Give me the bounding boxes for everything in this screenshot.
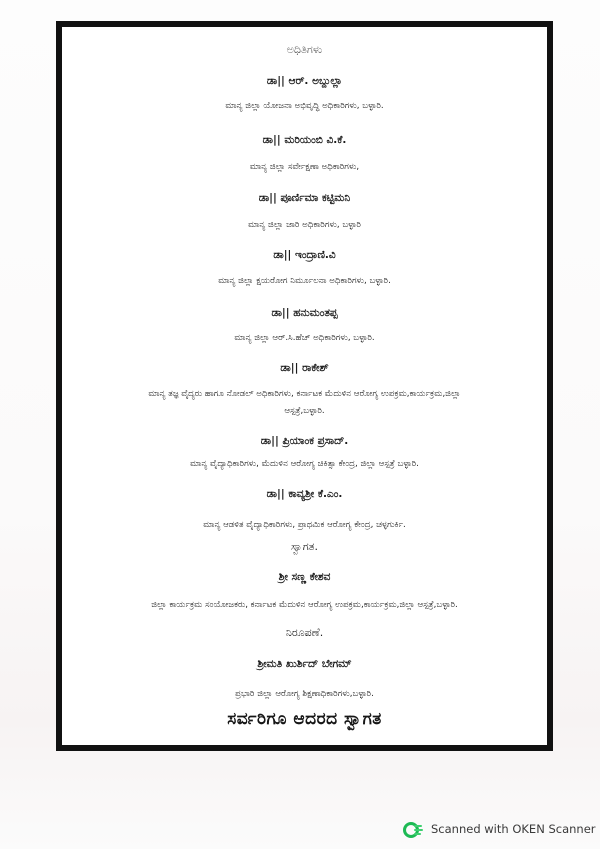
- guest-designation: ಮಾನ್ಯ ಜಿಲ್ಲಾ ಯೋಜನಾ ಅಭಿವೃದ್ಧಿ ಅಧಿಕಾರಿಗಳು, ಬಳ್ಳಾರಿ.: [225, 101, 384, 111]
- guest-designation: ಮಾನ್ಯ ಜಿಲ್ಲಾ ಸರ್ವೇಕ್ಷಣಾ ಅಧಿಕಾರಿಗಳು,: [249, 162, 360, 172]
- closing-welcome-text: ಸರ್ವರಿಗೂ ಆದರದ ಸ್ವಾಗತ: [227, 709, 382, 729]
- guest-name: ಡಾ|| ಮರಿಯಂಬಿ ವಿ.ಕೆ.: [262, 134, 347, 146]
- guest-designation-continued: ಆಸ್ಪತ್ರೆ,ಬಳ್ಳಾರಿ.: [284, 406, 325, 416]
- guest-designation: ಮಾನ್ಯ ವೈದ್ಯಾಧಿಕಾರಿಗಳು, ಮೆದುಳಿನ ಆರೋಗ್ಯ ಚಿಕಿತ್ಸಾ ಕೇಂದ್ರ, ಜಿಲ್ಲಾ ಆಸ್ಪತ್ರೆ ಬಳ್ಳಾರಿ.: [190, 459, 419, 469]
- guest-designation: ಮಾನ್ಯ ತಜ್ಞ ವೈದ್ಯರು ಹಾಗೂ ನೋಡಲ್ ಅಧಿಕಾರಿಗಳು, ಕರ್ನಾಟಕ ಮೆದುಳಿನ ಆರೋಗ್ಯ ಉಪಕ್ರಮ,ಕಾರ್ಯಕ್ರಮ,ಜಿಲ್ಲಾ: [148, 389, 461, 399]
- guest-designation: ಮಾನ್ಯ ಜಿಲ್ಲಾ ಆರ್.ಸಿ.ಹೆಚ್ ಅಧಿಕಾರಿಗಳು, ಬಳ್ಳಾರಿ.: [234, 333, 375, 343]
- guest-name: ಡಾ|| ಪ್ರಿಯಾಂಕ ಪ್ರಸಾದ್.: [260, 435, 349, 447]
- guest-designation: ಮಾನ್ಯ ಆಡಳಿತ ವೈದ್ಯಾಧಿಕಾರಿಗಳು, ಪ್ರಾಥಮಿಕ ಆರೋಗ್ಯ ಕೇಂದ್ರ, ಚಳ್ಳಗುರ್ಕಿ.: [203, 520, 406, 530]
- welcome-speaker-designation: ಜಿಲ್ಲಾ ಕಾರ್ಯಕ್ರಮ ಸಂಯೋಜಕರು, ಕರ್ನಾಟಕ ಮೆದುಳಿನ ಆರೋಗ್ಯ ಉಪಕ್ರಮ,ಕಾರ್ಯಕ್ರಮ,ಜಿಲ್ಲಾ ಆಸ್ಪತ್ರೆ,ಬಳ್ಳಾರಿ.: [151, 600, 458, 610]
- guest-name: ಡಾ|| ಪೂರ್ಣಿಮಾ ಕಟ್ಟಿಮನಿ: [258, 192, 351, 204]
- oken-scanner-logo-icon: [403, 821, 423, 837]
- compere-designation: ಪ್ರಭಾರಿ ಜಿಲ್ಲಾ ಆರೋಗ್ಯ ಶಿಕ್ಷಣಾಧಿಕಾರಿಗಳು,ಬಳ್ಳಾರಿ.: [235, 689, 374, 699]
- guest-name: ಡಾ|| ಆರ್. ಅಬ್ದುಲ್ಲಾ: [266, 75, 343, 87]
- guest-name: ಡಾ|| ರಾಕೇಶ್: [280, 362, 329, 374]
- guest-designation: ಮಾನ್ಯ ಜಿಲ್ಲಾ ಜಾರಿ ಅಧಿಕಾರಿಗಳು, ಬಳ್ಳಾರಿ: [248, 220, 361, 230]
- guest-designation: ಮಾನ್ಯ ಜಿಲ್ಲಾ ಕ್ಷಯರೋಗ ನಿರ್ಮೂಲನಾ ಅಧಿಕಾರಿಗಳು, ಬಳ್ಳಾರಿ.: [218, 276, 391, 286]
- invitation-frame: [56, 21, 553, 751]
- welcome-speaker-name: ಶ್ರೀ ಸಣ್ಣ ಕೇಶವ: [278, 571, 331, 583]
- guest-name: ಡಾ|| ಹನುಮಂತಪ್ಪ: [271, 307, 338, 319]
- welcome-heading: ಸ್ವಾಗತ.: [291, 540, 318, 553]
- watermark-text: Scanned with OKEN Scanner: [431, 822, 596, 836]
- compere-name: ಶ್ರೀಮತಿ ಖುರ್ಶಿದ್ ಬೇಗಮ್: [257, 658, 352, 670]
- invitation-content: [62, 27, 547, 745]
- scanner-watermark: [403, 819, 596, 839]
- guest-name: ಡಾ|| ಇಂದ್ರಾಣಿ.ವಿ: [273, 249, 336, 261]
- guest-name: ಡಾ|| ಕಾವ್ಯಶ್ರೀ ಕೆ.ಎಂ.: [266, 488, 343, 500]
- compere-heading: ನಿರೂಪಣೆ.: [285, 626, 324, 639]
- guests-title: ಅಧಿತಿಗಳು: [286, 43, 323, 56]
